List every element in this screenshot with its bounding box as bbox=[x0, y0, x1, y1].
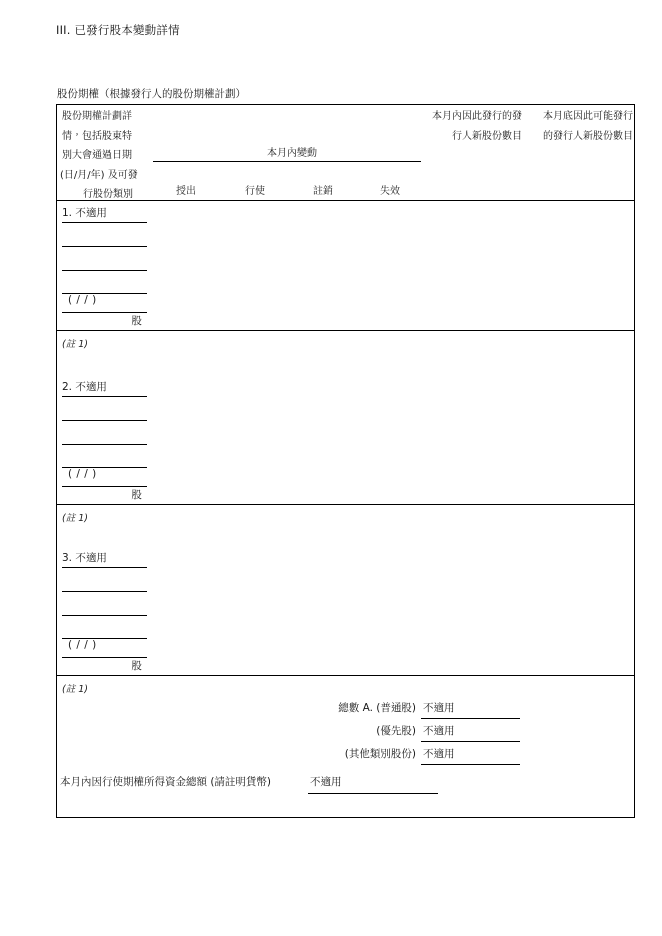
row-2-line-2 bbox=[62, 420, 147, 421]
header-subcolumn-granted: 授出 bbox=[176, 186, 196, 197]
row-1-date-field[interactable]: ( / / ) bbox=[68, 294, 97, 306]
section-title: III. 已發行股本變動詳情 bbox=[56, 23, 180, 37]
header-right-1-line-2: 行人新股份數目 bbox=[452, 130, 522, 142]
total-other-value[interactable]: 不適用 bbox=[423, 748, 455, 760]
table-caption: 股份期權（根據發行人的股份期權計劃） bbox=[57, 88, 246, 100]
row-3-line-1 bbox=[62, 567, 147, 568]
header-right-column-1 bbox=[420, 107, 522, 146]
row-3-separator bbox=[56, 675, 635, 676]
header-subcolumn-exercised: 行使 bbox=[245, 186, 265, 197]
row-2-separator bbox=[56, 504, 635, 505]
header-subcolumn-lapsed: 失效 bbox=[380, 186, 400, 197]
header-right-2-line-2: 的發行人新股份數目 bbox=[543, 130, 633, 142]
total-preference-rule bbox=[421, 741, 520, 742]
total-ordinary-value[interactable]: 不適用 bbox=[423, 702, 455, 714]
total-preference-value[interactable]: 不適用 bbox=[423, 725, 455, 737]
total-other-rule bbox=[421, 764, 520, 765]
row-2-note: (註 1) bbox=[62, 513, 88, 524]
total-preference-label: (優先股) bbox=[376, 725, 416, 737]
total-other-label: (其他類別股份) bbox=[344, 748, 416, 760]
row-1-line-1 bbox=[62, 222, 147, 223]
row-2-unit: 股 bbox=[131, 489, 142, 501]
header-left-line-2: 情，包括股東特 bbox=[62, 130, 132, 142]
row-3-label: 3. 不適用 bbox=[62, 552, 107, 564]
funds-raised-value[interactable]: 不適用 bbox=[310, 776, 342, 788]
funds-raised-rule bbox=[308, 793, 438, 794]
row-3-note: (註 1) bbox=[62, 684, 88, 695]
row-1-label: 1. 不適用 bbox=[62, 207, 107, 219]
header-change-group-label: 本月內變動 bbox=[267, 148, 317, 159]
row-1-line-3 bbox=[62, 270, 147, 271]
row-3-unit: 股 bbox=[131, 660, 142, 672]
row-1-separator bbox=[56, 330, 635, 331]
row-3-line-2 bbox=[62, 591, 147, 592]
row-3-line-3 bbox=[62, 615, 147, 616]
row-1-line-2 bbox=[62, 246, 147, 247]
row-2-date-field[interactable]: ( / / ) bbox=[68, 468, 97, 480]
header-subcolumn-cancelled: 註銷 bbox=[313, 186, 333, 197]
header-right-1-line-1: 本月內因此發行的發 bbox=[432, 111, 522, 122]
header-change-group-rule bbox=[153, 161, 421, 162]
header-bottom-rule bbox=[56, 200, 635, 201]
row-1-note: (註 1) bbox=[62, 339, 88, 350]
funds-raised-label: 本月內因行使期權所得資金總額 (請註明貨幣) bbox=[60, 776, 272, 788]
row-3-date-field[interactable]: ( / / ) bbox=[68, 639, 97, 651]
total-ordinary-label: 總數 A. (普通股) bbox=[338, 702, 416, 714]
header-left-column bbox=[60, 107, 156, 205]
row-2-label: 2. 不適用 bbox=[62, 381, 107, 393]
header-left-line-4: (日/月/年) 及可發 bbox=[60, 169, 138, 181]
row-1-unit: 股 bbox=[131, 315, 142, 327]
row-2-line-3 bbox=[62, 444, 147, 445]
header-left-line-1: 股份期權計劃詳 bbox=[62, 111, 132, 122]
header-right-column-2 bbox=[527, 107, 633, 146]
header-left-line-5: 行股份類別 bbox=[83, 189, 133, 201]
header-left-line-3: 別大會通過日期 bbox=[62, 150, 132, 162]
header-right-2-line-1: 本月底因此可能發行 bbox=[543, 111, 633, 122]
total-ordinary-rule bbox=[421, 718, 520, 719]
row-2-line-1 bbox=[62, 396, 147, 397]
